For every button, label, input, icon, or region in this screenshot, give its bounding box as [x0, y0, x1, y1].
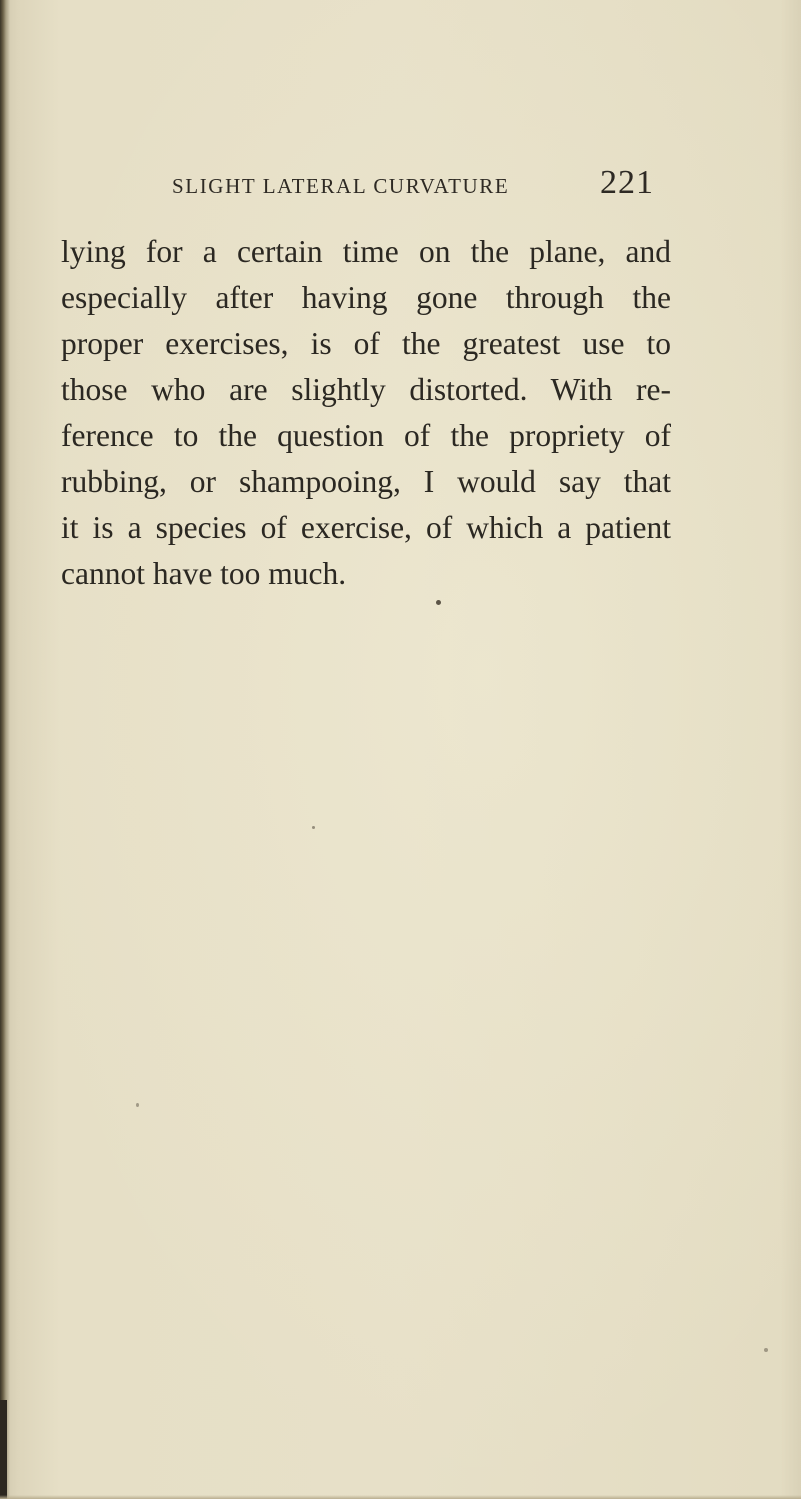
- page-spine-shadow: [0, 0, 10, 1499]
- text-line: rubbing, or shampooing, I would say that: [61, 464, 671, 499]
- text-line: those who are slightly distorted. With re-: [61, 372, 671, 407]
- binding-mark: [0, 1400, 7, 1499]
- text-line: it is a species of exercise, of which a patient: [61, 510, 671, 545]
- paper-speck: [764, 1348, 768, 1352]
- text-line: cannot have too much.: [61, 556, 347, 591]
- text-line: especially after having gone through the: [61, 280, 671, 315]
- body-paragraph: [61, 229, 671, 597]
- running-head-title: SLIGHT LATERAL CURVATURE: [172, 174, 510, 198]
- text-line: proper exercises, is of the greatest use to: [61, 326, 671, 361]
- paper-speck: [136, 1103, 139, 1107]
- running-header: [172, 164, 662, 208]
- text-line: lying for a certain time on the plane, and: [61, 234, 671, 269]
- page-bottom-edge: [0, 1495, 801, 1499]
- text-line: ference to the question of the propriety of: [61, 418, 671, 453]
- paper-speck: [312, 826, 315, 829]
- page-number: 221: [600, 164, 654, 201]
- paper-speck: [436, 600, 441, 605]
